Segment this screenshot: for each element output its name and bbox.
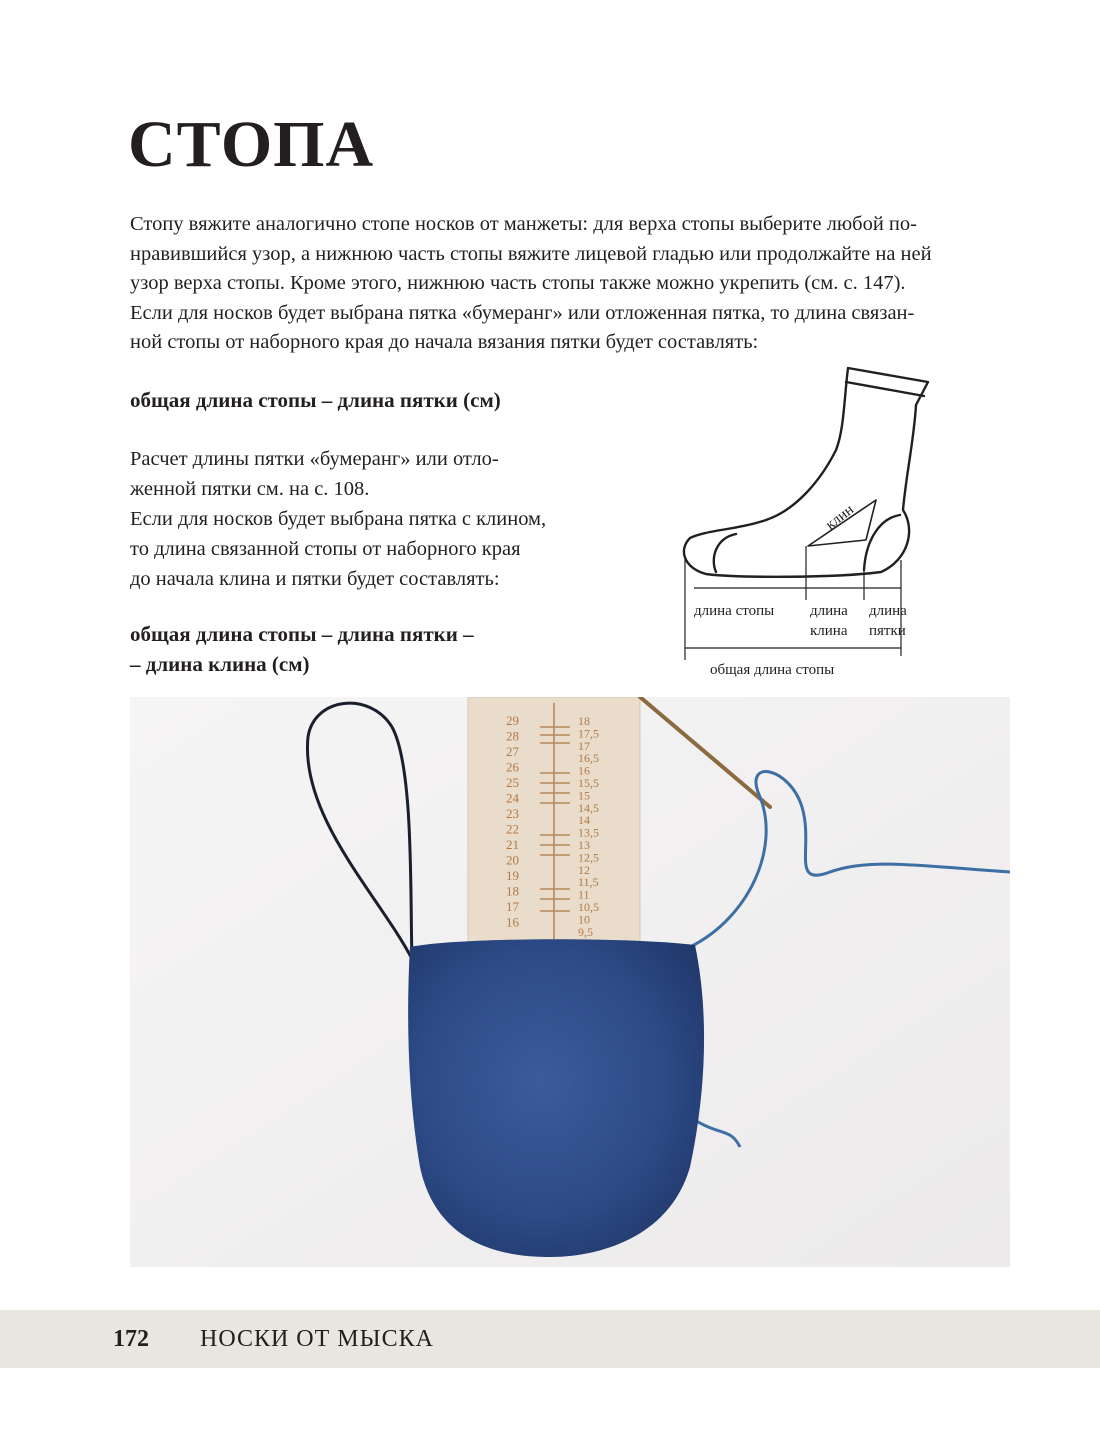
ruler-number: 17,5 xyxy=(578,726,599,741)
ruler-number: 11 xyxy=(578,887,590,902)
gusset-label: клин xyxy=(822,501,857,534)
ruler-number: 25 xyxy=(506,775,519,790)
ruler-number: 14,5 xyxy=(578,800,599,815)
intro-line: нравившийся узор, а нижнюю часть стопы вяжите лицевой гладью или продолжайте на ней xyxy=(130,242,932,265)
ruler-number: 14 xyxy=(578,813,590,828)
formula-heel xyxy=(130,385,501,415)
ruler-number: 28 xyxy=(506,728,519,744)
ruler-number: 10,5 xyxy=(578,900,599,914)
para-line: Расчет длины пятки «бумеранг» или отло- xyxy=(130,448,499,470)
gusset-paragraph xyxy=(130,444,610,594)
ruler-number: 23 xyxy=(506,806,519,821)
ruler-number: 17 xyxy=(578,738,590,753)
para-line: женной пятки см. на с. 108. xyxy=(130,478,370,500)
ruler-number: 20 xyxy=(506,852,519,868)
ruler-number: 11,5 xyxy=(578,875,599,890)
footer-band xyxy=(0,1310,1100,1368)
ruler-number: 9,5 xyxy=(578,924,593,939)
knitting-photo-illustration xyxy=(130,697,1010,1267)
ruler-number: 13 xyxy=(578,838,590,852)
para-line: до начала клина и пятки будет составлять: xyxy=(130,568,500,590)
knitted-sock-toe xyxy=(408,939,704,1257)
ruler-number: 24 xyxy=(506,790,519,806)
ruler-number: 12,5 xyxy=(578,850,599,865)
formula-line: – длина клина (см) xyxy=(130,652,310,676)
ruler-number: 15 xyxy=(578,788,590,803)
gusset-length-label-1: длина xyxy=(810,603,848,619)
ruler-number: 16 xyxy=(506,914,519,930)
ruler-number: 12 xyxy=(578,862,590,877)
sock-diagram xyxy=(676,360,936,690)
ruler-number: 16,5 xyxy=(578,751,599,766)
ruler-number: 13,5 xyxy=(578,825,599,840)
ruler-number: 21 xyxy=(506,837,519,852)
ruler-number: 18 xyxy=(506,883,519,899)
ruler-number: 19 xyxy=(506,868,519,883)
knitting-photo xyxy=(130,697,1010,1267)
ruler-number: 17 xyxy=(506,899,519,914)
intro-paragraph xyxy=(130,210,976,358)
ruler-number: 29 xyxy=(506,713,519,728)
section-title: НОСКИ ОТ МЫСКА xyxy=(200,1326,434,1352)
ruler-number: 10 xyxy=(578,912,590,927)
para-line: Если для носков будет выбрана пятка с клином, xyxy=(130,508,547,530)
gusset-length-label-2: клина xyxy=(810,623,848,639)
formula-gusset xyxy=(130,619,474,679)
intro-line: узор верха стопы. Кроме этого, нижнюю часть стопы также можно укрепить (см. с. 147). xyxy=(130,272,906,294)
ruler-number: 27 xyxy=(506,744,519,759)
heel-length-label-1: длина xyxy=(869,603,907,619)
ruler-number: 16 xyxy=(578,763,590,778)
total-length-label: общая длина стопы xyxy=(710,662,835,678)
intro-line: Стопу вяжите аналогично стопе носков от манжеты: для верха стопы выберите любой по- xyxy=(130,213,917,235)
toe-line xyxy=(714,534,736,572)
ruler-number: 26 xyxy=(506,759,519,775)
heel-length-label-2: пятки xyxy=(869,623,906,639)
page-number: 172 xyxy=(113,1326,149,1352)
cuff-band xyxy=(846,382,924,396)
ruler-number: 18 xyxy=(578,714,590,728)
ruler-number: 22 xyxy=(506,821,519,837)
intro-line: ной стопы от наборного края до начала вязания пятки будет составлять: xyxy=(130,331,759,353)
sock-outline xyxy=(684,368,928,577)
foot-length-label: длина стопы xyxy=(694,603,775,619)
formula-line: общая длина стопы – длина пятки – xyxy=(130,622,474,646)
para-line: то длина связанной стопы от наборного края xyxy=(130,538,521,560)
page-title: СТОПА xyxy=(128,108,375,181)
intro-line: Если для носков будет выбрана пятка «бумеранг» или отложенная пятка, то длина связан- xyxy=(130,301,915,324)
formula-line: общая длина стопы – длина пятки (см) xyxy=(130,388,501,412)
ruler-number: 15,5 xyxy=(578,776,599,790)
